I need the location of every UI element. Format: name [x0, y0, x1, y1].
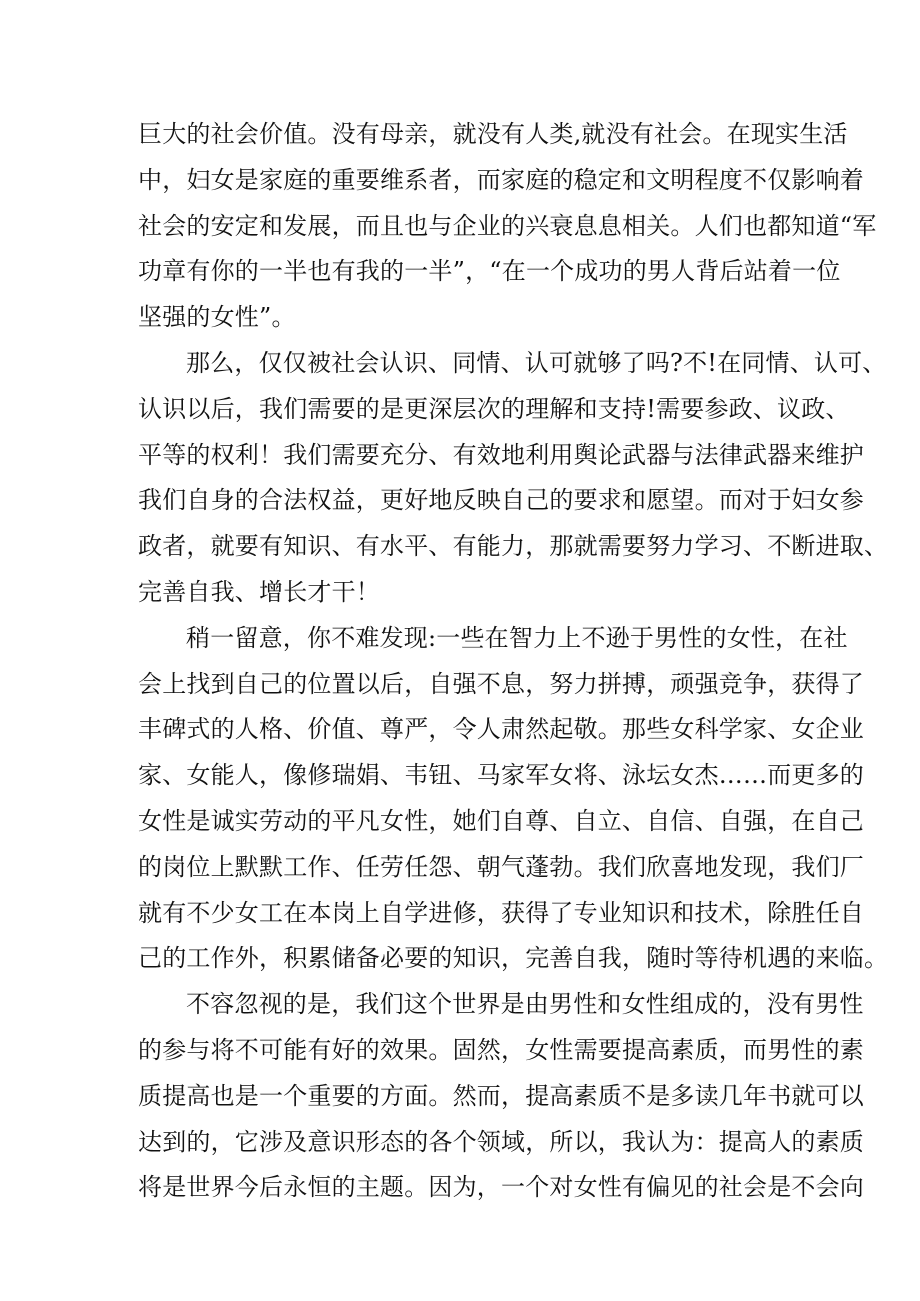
text-line: 的参与将不可能有好的效果。固然，女性需要提高素质，而男性的素	[138, 1035, 864, 1064]
text-line: 完善自我、增长才干！	[138, 577, 380, 606]
paragraph-1	[138, 112, 877, 341]
text-line: 政者，就要有知识、有水平、有能力，那就需要努力学习、不断进取、	[138, 532, 889, 561]
text-line: 那么，仅仅被社会认识、同情、认可就够了吗?不!在同情、认可、	[186, 348, 887, 377]
text-line: 平等的权利！我们需要充分、有效地利用舆论武器与法律武器来维护	[138, 440, 864, 469]
text-line: 将是世界今后永恒的主题。因为，一个对女性有偏见的社会是不会向	[138, 1173, 864, 1202]
paragraph-3	[138, 616, 889, 982]
text-line: 家、女能人，像修瑞娟、韦钮、马家军女将、泳坛女杰……而更多的	[138, 761, 864, 790]
text-line: 认识以后，我们需要的是更深层次的理解和支持!需要参政、议政、	[138, 394, 850, 423]
text-line: 质提高也是一个重要的方面。然而，提高素质不是多读几年书就可以	[138, 1081, 864, 1110]
text-line: 功章有你的一半也有我的一半”，“在一个成功的男人背后站着一位	[138, 257, 841, 286]
text-line: 坚强的女性”。	[138, 303, 296, 332]
text-line: 丰碑式的人格、价值、尊严，令人肃然起敬。那些女科学家、女企业	[138, 715, 864, 744]
text-line: 中，妇女是家庭的重要维系者，而家庭的稳定和文明程度不仅影响着	[138, 165, 864, 194]
text-line: 会上找到自己的位置以后，自强不息，努力拼搏，顽强竞争，获得了	[138, 669, 864, 698]
text-line: 的岗位上默默工作、任劳任怨、朝气蓬勃。我们欣喜地发现，我们厂	[138, 852, 864, 881]
text-line: 巨大的社会价值。没有母亲，就没有人类,就没有社会。在现实生活	[138, 120, 848, 148]
document-body	[138, 112, 889, 1211]
paragraph-2	[138, 341, 889, 616]
text-line: 我们自身的合法权益，更好地反映自己的要求和愿望。而对于妇女参	[138, 486, 864, 515]
text-line: 达到的，它涉及意识形态的各个领域，所以，我认为：提高人的素质	[138, 1127, 864, 1156]
text-line: 稍一留意，你不难发现:一些在智力上不逊于男性的女性，在社	[186, 623, 848, 652]
text-line: 社会的安定和发展，而且也与企业的兴衰息息相关。人们也都知道“军	[138, 211, 877, 240]
text-line: 己的工作外，积累储备必要的知识，完善自我，随时等待机遇的来临。	[138, 944, 889, 973]
text-line: 女性是诚实劳动的平凡女性，她们自尊、自立、自信、自强，在自己	[138, 806, 864, 835]
text-line: 就有不少女工在本岗上自学进修，获得了专业知识和技术，除胜任自	[138, 898, 864, 927]
paragraph-4	[138, 982, 864, 1211]
text-line: 不容忽视的是，我们这个世界是由男性和女性组成的，没有男性	[186, 990, 864, 1019]
